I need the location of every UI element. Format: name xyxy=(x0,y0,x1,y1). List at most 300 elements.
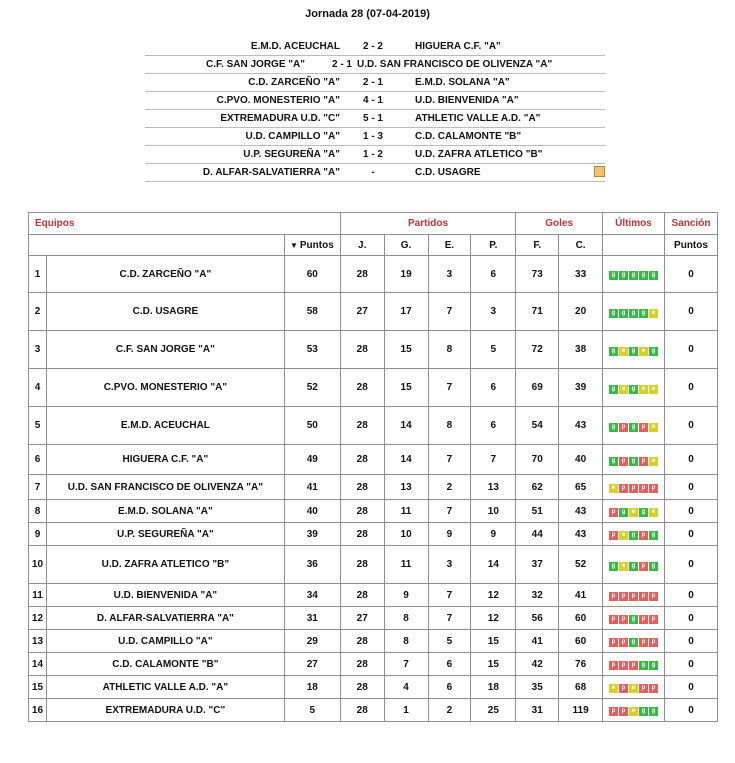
cell-e: 8 xyxy=(428,407,471,445)
cell-c: 76 xyxy=(559,653,603,676)
result-row xyxy=(145,74,605,92)
cell-g: 9 xyxy=(384,584,428,607)
cell-form xyxy=(603,256,665,293)
result-away: ATHLETIC VALLE A.D. "A" xyxy=(415,113,541,124)
cell-pts: 36 xyxy=(284,546,340,584)
cell-pos: 5 xyxy=(29,407,47,445)
cell-pts: 31 xyxy=(284,607,340,630)
cell-g: 14 xyxy=(384,445,428,475)
form-loss-badge: p xyxy=(619,638,628,647)
form-draw-badge: e xyxy=(629,684,638,693)
form-loss-badge: p xyxy=(639,484,648,493)
form-draw-badge: e xyxy=(609,484,618,493)
cell-g: 17 xyxy=(384,293,428,331)
form-draw-badge: e xyxy=(609,684,618,693)
cell-pts: 39 xyxy=(284,523,340,546)
standings-row xyxy=(29,546,718,584)
cell-team: D. ALFAR-SALVATIERRA "A" xyxy=(46,607,284,630)
form-loss-badge: p xyxy=(639,562,648,571)
form-win-badge: g xyxy=(619,309,628,318)
cell-e: 7 xyxy=(428,584,471,607)
cell-sancion: 0 xyxy=(664,653,717,676)
cell-c: 60 xyxy=(559,607,603,630)
form-loss-badge: p xyxy=(639,638,648,647)
cell-team: U.D. BIENVENIDA "A" xyxy=(46,584,284,607)
form-win-badge: g xyxy=(639,508,648,517)
cell-c: 119 xyxy=(559,699,603,722)
cell-j: 28 xyxy=(340,584,384,607)
cell-g: 8 xyxy=(384,630,428,653)
form-win-badge: g xyxy=(629,271,638,280)
cell-form xyxy=(603,369,665,407)
result-home: D. ALFAR-SALVATIERRA "A" xyxy=(202,167,340,178)
cell-sancion: 0 xyxy=(664,630,717,653)
form-loss-badge: p xyxy=(619,484,628,493)
cell-e: 2 xyxy=(428,699,471,722)
cell-e: 8 xyxy=(428,331,471,369)
result-home: E.M.D. ACEUCHAL xyxy=(250,41,340,52)
cell-f: 37 xyxy=(516,546,559,584)
header-sancion: Sanción xyxy=(664,213,717,235)
form-win-badge: g xyxy=(629,423,638,432)
cell-g: 13 xyxy=(384,475,428,500)
cell-pos: 14 xyxy=(29,653,47,676)
form-win-badge: g xyxy=(609,347,618,356)
header-j: J. xyxy=(340,235,384,256)
result-away: C.D. CALAMONTE "B" xyxy=(415,131,522,142)
cell-form xyxy=(603,475,665,500)
standings-row xyxy=(29,630,718,653)
form-draw-badge: e xyxy=(649,385,658,394)
cell-pts: 60 xyxy=(284,256,340,293)
cell-team: E.M.D. ACEUCHAL xyxy=(46,407,284,445)
cell-e: 6 xyxy=(428,676,471,699)
form-loss-badge: p xyxy=(619,592,628,601)
form-win-badge: g xyxy=(649,707,658,716)
cell-pts: 29 xyxy=(284,630,340,653)
result-row xyxy=(145,164,605,182)
form-win-badge: g xyxy=(609,457,618,466)
cell-form xyxy=(603,546,665,584)
form-win-badge: g xyxy=(609,385,618,394)
cell-pts: 50 xyxy=(284,407,340,445)
form-draw-badge: e xyxy=(619,385,628,394)
cell-team: HIGUERA C.F. "A" xyxy=(46,445,284,475)
cell-pts: 27 xyxy=(284,653,340,676)
cell-sancion: 0 xyxy=(664,407,717,445)
cell-sancion: 0 xyxy=(664,256,717,293)
cell-pts: 41 xyxy=(284,475,340,500)
cell-sancion: 0 xyxy=(664,607,717,630)
cell-pts: 49 xyxy=(284,445,340,475)
results-list xyxy=(145,38,605,182)
form-win-badge: g xyxy=(619,508,628,517)
form-win-badge: g xyxy=(629,347,638,356)
cell-pos: 3 xyxy=(29,331,47,369)
cell-form xyxy=(603,630,665,653)
form-draw-badge: e xyxy=(639,385,648,394)
cell-f: 35 xyxy=(516,676,559,699)
form-loss-badge: p xyxy=(639,531,648,540)
form-loss-badge: p xyxy=(629,592,638,601)
result-row xyxy=(145,38,605,56)
standings-row xyxy=(29,407,718,445)
cell-g: 14 xyxy=(384,407,428,445)
form-draw-badge: e xyxy=(619,531,628,540)
cell-pos: 16 xyxy=(29,699,47,722)
result-home: C.F. SAN JORGE "A" xyxy=(206,59,305,70)
cell-pos: 8 xyxy=(29,500,47,523)
cell-c: 43 xyxy=(559,500,603,523)
cell-p: 14 xyxy=(471,546,516,584)
form-win-badge: g xyxy=(629,309,638,318)
cell-j: 28 xyxy=(340,653,384,676)
cell-f: 41 xyxy=(516,630,559,653)
cell-sancion: 0 xyxy=(664,546,717,584)
standings-row xyxy=(29,523,718,546)
cell-pos: 13 xyxy=(29,630,47,653)
form-win-badge: g xyxy=(629,615,638,624)
result-row xyxy=(145,146,605,164)
form-win-badge: g xyxy=(609,423,618,432)
cell-f: 56 xyxy=(516,607,559,630)
form-loss-badge: p xyxy=(609,615,618,624)
standings-row xyxy=(29,653,718,676)
cell-f: 44 xyxy=(516,523,559,546)
result-score: 2 - 1 xyxy=(362,77,383,88)
cell-c: 60 xyxy=(559,630,603,653)
form-loss-badge: p xyxy=(609,508,618,517)
form-draw-badge: e xyxy=(649,309,658,318)
form-win-badge: g xyxy=(639,271,648,280)
cell-f: 54 xyxy=(516,407,559,445)
cell-e: 7 xyxy=(428,293,471,331)
cell-j: 28 xyxy=(340,676,384,699)
cell-c: 33 xyxy=(559,256,603,293)
cell-c: 41 xyxy=(559,584,603,607)
standings-row xyxy=(29,607,718,630)
cell-f: 42 xyxy=(516,653,559,676)
standings-table xyxy=(28,212,718,722)
cell-j: 28 xyxy=(340,500,384,523)
cell-f: 71 xyxy=(516,293,559,331)
sort-down-icon: ▼ xyxy=(289,240,298,250)
cell-p: 5 xyxy=(471,331,516,369)
form-loss-badge: p xyxy=(619,423,628,432)
cell-team: U.D. CAMPILLO "A" xyxy=(46,630,284,653)
cell-pos: 11 xyxy=(29,584,47,607)
result-score: 2 - 2 xyxy=(362,41,383,52)
form-loss-badge: p xyxy=(619,457,628,466)
form-loss-badge: p xyxy=(649,484,658,493)
cell-g: 15 xyxy=(384,331,428,369)
cell-e: 3 xyxy=(428,256,471,293)
cell-j: 28 xyxy=(340,331,384,369)
cell-f: 31 xyxy=(516,699,559,722)
result-score: 2 - 1 xyxy=(331,59,352,70)
form-win-badge: g xyxy=(649,271,658,280)
cell-team: C.D. ZARCEÑO "A" xyxy=(46,256,284,293)
form-win-badge: g xyxy=(639,309,648,318)
cell-f: 73 xyxy=(516,256,559,293)
cell-j: 27 xyxy=(340,607,384,630)
cell-p: 13 xyxy=(471,475,516,500)
cell-e: 7 xyxy=(428,607,471,630)
header-g: G. xyxy=(384,235,428,256)
cell-g: 10 xyxy=(384,523,428,546)
cell-e: 2 xyxy=(428,475,471,500)
standings-row xyxy=(29,445,718,475)
result-home: C.PVO. MONESTERIO "A" xyxy=(216,95,340,106)
cell-sancion: 0 xyxy=(664,331,717,369)
cell-form xyxy=(603,407,665,445)
form-loss-badge: p xyxy=(629,661,638,670)
sort-puntos-header[interactable]: ▼ Puntos xyxy=(284,235,340,256)
cell-f: 62 xyxy=(516,475,559,500)
cell-sancion: 0 xyxy=(664,293,717,331)
form-loss-badge: p xyxy=(619,615,628,624)
standings-row xyxy=(29,676,718,699)
cell-f: 69 xyxy=(516,369,559,407)
result-row xyxy=(145,110,605,128)
cell-g: 4 xyxy=(384,676,428,699)
cell-team: C.D. CALAMONTE "B" xyxy=(46,653,284,676)
form-win-badge: g xyxy=(639,661,648,670)
result-score: 5 - 1 xyxy=(362,113,383,124)
form-loss-badge: p xyxy=(639,423,648,432)
cell-f: 32 xyxy=(516,584,559,607)
result-away: U.D. ZAFRA ATLETICO "B" xyxy=(415,149,543,160)
result-row xyxy=(145,56,605,74)
result-row xyxy=(145,92,605,110)
form-loss-badge: p xyxy=(649,638,658,647)
cell-form xyxy=(603,699,665,722)
cell-p: 6 xyxy=(471,407,516,445)
form-draw-badge: e xyxy=(619,347,628,356)
form-loss-badge: p xyxy=(639,615,648,624)
cell-p: 18 xyxy=(471,676,516,699)
cell-c: 52 xyxy=(559,546,603,584)
cell-sancion: 0 xyxy=(664,369,717,407)
result-home: C.D. ZARCEÑO "A" xyxy=(248,77,340,88)
cell-p: 12 xyxy=(471,607,516,630)
cell-j: 28 xyxy=(340,523,384,546)
cell-j: 28 xyxy=(340,407,384,445)
result-score: 1 - 3 xyxy=(362,131,383,142)
cell-g: 15 xyxy=(384,369,428,407)
form-win-badge: g xyxy=(629,562,638,571)
standings-row xyxy=(29,584,718,607)
cell-g: 1 xyxy=(384,699,428,722)
result-away: U.D. BIENVENIDA "A" xyxy=(415,95,519,106)
cell-pos: 12 xyxy=(29,607,47,630)
cell-form xyxy=(603,584,665,607)
cell-c: 40 xyxy=(559,445,603,475)
result-home: U.D. CAMPILLO "A" xyxy=(245,131,340,142)
cell-p: 10 xyxy=(471,500,516,523)
cell-p: 25 xyxy=(471,699,516,722)
cell-team: C.D. USAGRE xyxy=(46,293,284,331)
cell-team: E.M.D. SOLANA "A" xyxy=(46,500,284,523)
cell-sancion: 0 xyxy=(664,523,717,546)
form-win-badge: g xyxy=(609,562,618,571)
cell-team: U.D. ZAFRA ATLETICO "B" xyxy=(46,546,284,584)
cell-g: 11 xyxy=(384,500,428,523)
cell-p: 15 xyxy=(471,630,516,653)
standings-row xyxy=(29,699,718,722)
cell-e: 9 xyxy=(428,523,471,546)
header-e: E. xyxy=(428,235,471,256)
cell-team: C.F. SAN JORGE "A" xyxy=(46,331,284,369)
cell-e: 7 xyxy=(428,500,471,523)
cell-pos: 6 xyxy=(29,445,47,475)
form-loss-badge: p xyxy=(639,592,648,601)
form-loss-badge: p xyxy=(609,638,618,647)
standings-row xyxy=(29,256,718,293)
form-loss-badge: p xyxy=(649,615,658,624)
cell-j: 28 xyxy=(340,699,384,722)
cell-c: 68 xyxy=(559,676,603,699)
cell-e: 7 xyxy=(428,445,471,475)
cell-j: 28 xyxy=(340,256,384,293)
cell-c: 39 xyxy=(559,369,603,407)
cell-g: 7 xyxy=(384,653,428,676)
standings-row xyxy=(29,369,718,407)
cell-c: 65 xyxy=(559,475,603,500)
result-score: 1 - 2 xyxy=(362,149,383,160)
form-loss-badge: p xyxy=(649,684,658,693)
cell-j: 28 xyxy=(340,445,384,475)
round-title: Jornada 28 (07-04-2019) xyxy=(305,8,430,20)
standings-row xyxy=(29,475,718,500)
cell-pts: 52 xyxy=(284,369,340,407)
cell-g: 11 xyxy=(384,546,428,584)
cell-j: 28 xyxy=(340,630,384,653)
cell-form xyxy=(603,607,665,630)
cell-f: 72 xyxy=(516,331,559,369)
cell-c: 43 xyxy=(559,407,603,445)
cell-g: 19 xyxy=(384,256,428,293)
cell-p: 9 xyxy=(471,523,516,546)
cell-j: 28 xyxy=(340,369,384,407)
header-p: P. xyxy=(471,235,516,256)
result-home: U.P. SEGUREÑA "A" xyxy=(243,149,340,160)
cell-sancion: 0 xyxy=(664,475,717,500)
cell-c: 38 xyxy=(559,331,603,369)
form-loss-badge: p xyxy=(609,592,618,601)
cell-form xyxy=(603,293,665,331)
cell-pts: 53 xyxy=(284,331,340,369)
cell-e: 7 xyxy=(428,369,471,407)
form-loss-badge: p xyxy=(629,484,638,493)
cell-sancion: 0 xyxy=(664,584,717,607)
cell-p: 6 xyxy=(471,369,516,407)
form-win-badge: g xyxy=(649,661,658,670)
header-ultimos: Últimos xyxy=(603,213,665,235)
header-equipos: Equipos xyxy=(29,213,341,235)
cell-team: C.PVO. MONESTERIO "A" xyxy=(46,369,284,407)
cell-form xyxy=(603,445,665,475)
cell-pos: 1 xyxy=(29,256,47,293)
cell-pos: 2 xyxy=(29,293,47,331)
cell-e: 3 xyxy=(428,546,471,584)
cell-p: 12 xyxy=(471,584,516,607)
form-draw-badge: e xyxy=(649,508,658,517)
cell-sancion: 0 xyxy=(664,445,717,475)
form-loss-badge: p xyxy=(609,661,618,670)
match-details-icon[interactable] xyxy=(594,166,605,177)
cell-pos: 4 xyxy=(29,369,47,407)
cell-pos: 15 xyxy=(29,676,47,699)
cell-sancion: 0 xyxy=(664,676,717,699)
cell-sancion: 0 xyxy=(664,500,717,523)
cell-pos: 7 xyxy=(29,475,47,500)
cell-j: 28 xyxy=(340,546,384,584)
cell-pts: 40 xyxy=(284,500,340,523)
form-win-badge: g xyxy=(629,638,638,647)
cell-form xyxy=(603,653,665,676)
cell-e: 5 xyxy=(428,630,471,653)
result-away: HIGUERA C.F. "A" xyxy=(415,41,501,52)
cell-team: EXTREMADURA U.D. "C" xyxy=(46,699,284,722)
result-away: C.D. USAGRE xyxy=(415,167,481,178)
cell-team: U.D. SAN FRANCISCO DE OLIVENZA "A" xyxy=(46,475,284,500)
form-loss-badge: p xyxy=(639,684,648,693)
cell-pts: 34 xyxy=(284,584,340,607)
form-draw-badge: e xyxy=(649,457,658,466)
cell-form xyxy=(603,500,665,523)
cell-e: 6 xyxy=(428,653,471,676)
cell-pts: 5 xyxy=(284,699,340,722)
cell-p: 15 xyxy=(471,653,516,676)
cell-team: U.P. SEGUREÑA "A" xyxy=(46,523,284,546)
form-loss-badge: p xyxy=(619,661,628,670)
form-win-badge: g xyxy=(619,271,628,280)
form-win-badge: g xyxy=(649,347,658,356)
cell-p: 3 xyxy=(471,293,516,331)
form-loss-badge: p xyxy=(619,684,628,693)
cell-pos: 9 xyxy=(29,523,47,546)
form-draw-badge: e xyxy=(619,562,628,571)
header-f: F. xyxy=(516,235,559,256)
standings-row xyxy=(29,500,718,523)
cell-f: 51 xyxy=(516,500,559,523)
form-win-badge: g xyxy=(629,457,638,466)
form-win-badge: g xyxy=(609,271,618,280)
header-sancion-puntos: Puntos xyxy=(664,235,717,256)
cell-j: 28 xyxy=(340,475,384,500)
form-draw-badge: e xyxy=(649,423,658,432)
form-win-badge: g xyxy=(629,385,638,394)
header-partidos: Partidos xyxy=(340,213,516,235)
cell-p: 6 xyxy=(471,256,516,293)
form-draw-badge: e xyxy=(639,347,648,356)
cell-form xyxy=(603,331,665,369)
form-win-badge: g xyxy=(639,707,648,716)
cell-j: 27 xyxy=(340,293,384,331)
cell-pos: 10 xyxy=(29,546,47,584)
header-c: C. xyxy=(559,235,603,256)
result-row xyxy=(145,128,605,146)
result-home: EXTREMADURA U.D. "C" xyxy=(220,113,340,124)
form-loss-badge: p xyxy=(619,707,628,716)
cell-c: 43 xyxy=(559,523,603,546)
form-win-badge: g xyxy=(649,562,658,571)
header-goles: Goles xyxy=(516,213,603,235)
cell-p: 7 xyxy=(471,445,516,475)
cell-g: 8 xyxy=(384,607,428,630)
form-loss-badge: p xyxy=(639,457,648,466)
